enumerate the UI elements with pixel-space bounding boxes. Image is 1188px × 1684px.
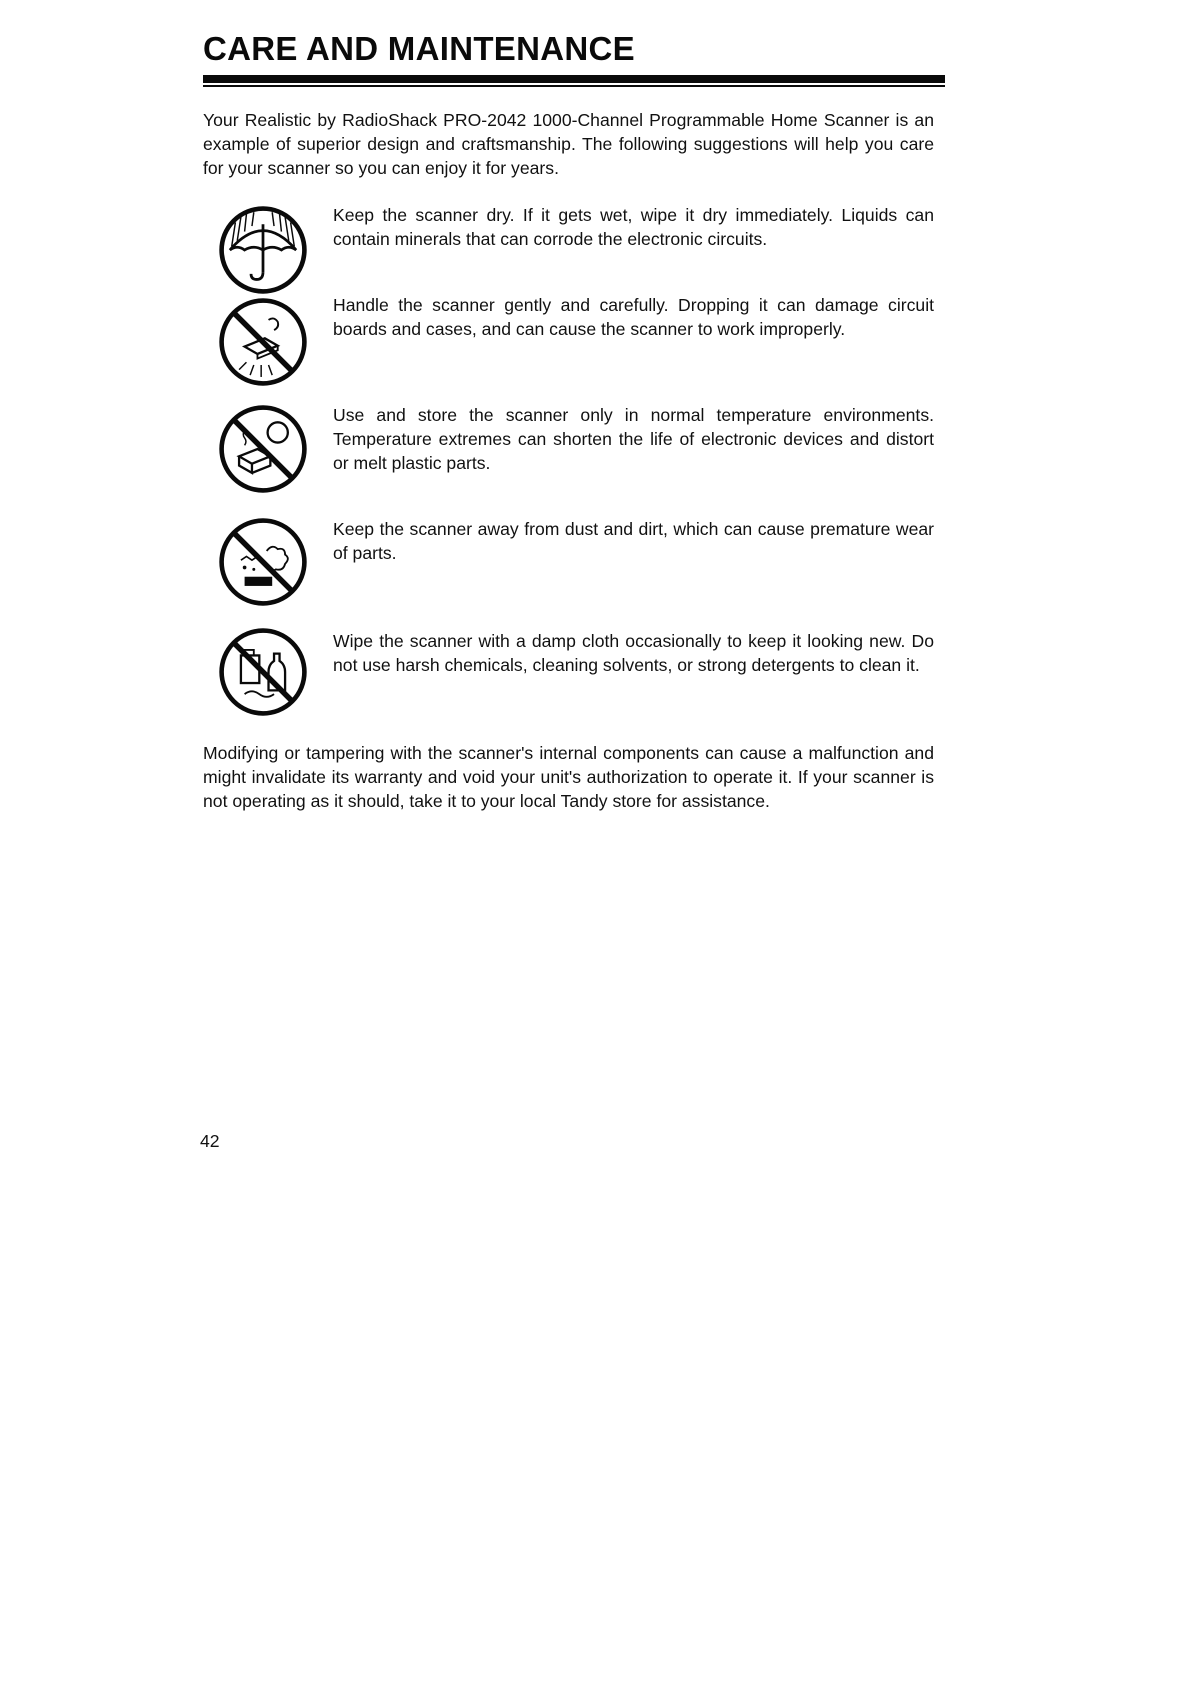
title-rule-thick [203,75,945,83]
page-title: CARE AND MAINTENANCE [203,30,635,67]
no-heat-icon [217,403,309,495]
warranty-paragraph: Modifying or tampering with the scanner's internal components can cause a malfunction and might invalidate its warranty and void your unit's authorization to operate it. If your scanner is not operating as it should, take it to your local Tandy store for assistance. [203,743,934,811]
tip-normal-temperature: Use and store the scanner only in normal temperature environments. Temperature extremes can shorten the life of electronic devices and distort or melt plastic parts. [333,405,934,473]
title-rule-thin [203,85,945,87]
page-number: 42 [200,1131,220,1151]
umbrella-icon [217,204,309,296]
tip-keep-away-dust: Keep the scanner away from dust and dirt, which can cause premature wear of parts. [333,519,934,563]
no-chemicals-icon [217,626,309,718]
tip-wipe-damp-cloth: Wipe the scanner with a damp cloth occasionally to keep it looking new. Do not use harsh chemicals, cleaning solvents, or strong detergents to clean it. [333,631,934,675]
intro-paragraph: Your Realistic by RadioShack PRO-2042 1000-Channel Programmable Home Scanner is an example of superior design and craftsmanship. The following suggestions will help you care for your scanner so you can enjoy it for years. [203,110,934,178]
no-dust-icon [217,516,309,608]
tip-keep-dry: Keep the scanner dry. If it gets wet, wipe it dry immediately. Liquids can contain minerals that can corrode the electronic circuits. [333,205,934,249]
tip-handle-gently: Handle the scanner gently and carefully. Dropping it can damage circuit boards and cases, and can cause the scanner to work improperly. [333,295,934,339]
no-dropping-icon [217,296,309,388]
